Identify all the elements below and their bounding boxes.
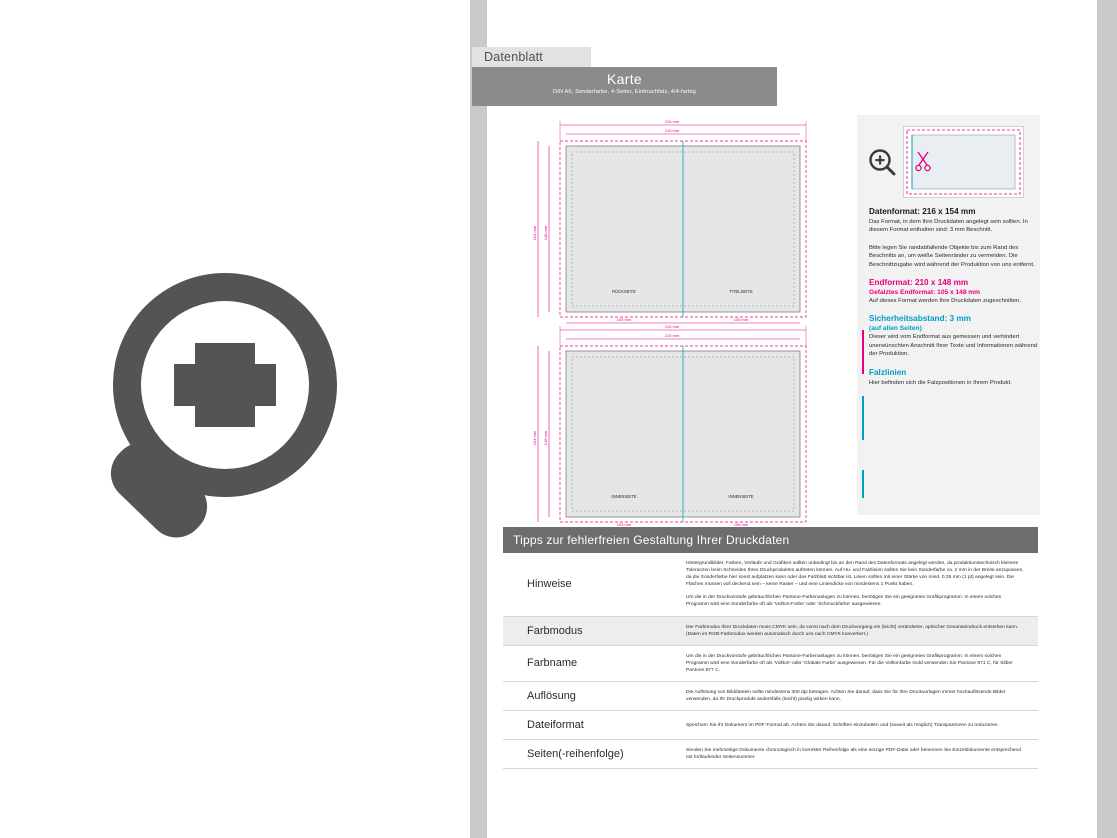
label-rueckseite: RÜCKSEITE (612, 289, 636, 294)
dim-top-inner-width: 210 mm (664, 128, 680, 133)
table-row (503, 711, 1038, 740)
tips-value-aufloesung (682, 682, 1038, 711)
dim-bottom-inner-height: 148 mm (543, 430, 548, 446)
page-title: Karte (607, 71, 642, 87)
tips-header: Tipps zur fehlerfreien Gestaltung Ihrer Druckdaten (503, 527, 1038, 553)
label-titelseite: TITELSEITE (729, 289, 753, 294)
datenformat-heading: Datenformat: 216 x 154 mm (869, 207, 976, 216)
datenformat-p1: Das Format, in dem Ihre Druckdaten angelegt sein sollten. In diesem Format enthalten sind: 3 mm Beschnitt. (869, 219, 1028, 234)
tips-dateiformat-p1: Speichern Sie Ihr Dokument im PDF-Format ab. Achten Sie darauf, Schriften einzubetten und (soweit als möglich) Transparenzen zu reduzieren. (686, 722, 999, 728)
endformat-heading: Endformat: 210 x 148 mm (869, 278, 969, 288)
dim-top-half-right: 105 mm (733, 317, 749, 322)
tips-aufloesung-p1: Die Auflösung von Bilddateien sollte mindestens 300 dpi betragen. Achten Sie darauf, dass Sie für Ihre Druckvorlagen immer hochauflösende Bilder verwenden, da Ihr Druckprodukt andernfalls (leicht) pixelig wirken kann. (686, 690, 1006, 703)
dim-top-half-left: 105 mm (616, 317, 632, 322)
tips-value-farbmodus (682, 616, 1038, 645)
dim-top-inner-height: 148 mm (543, 225, 548, 241)
tips-key-hinweise: Hinweise (503, 553, 682, 616)
dim-bottom-outer-height: 154 mm (532, 430, 537, 446)
datenformat-p2: Bitte legen Sie randabfallende Objekte bis zum Rand des Beschnitts an, um weiße Seitenränder zu vermeiden. Die Beschnittzugabe wird während der Produktion von uns entfernt. (869, 244, 1035, 268)
info-panel-text (869, 207, 1039, 396)
endformat-sub: Gefalztes Endformat: 105 x 148 mm (869, 289, 981, 297)
tips-key-seitenreihenfolge: Seiten(-reihenfolge) (503, 740, 682, 769)
accent-bar-falzlinien (862, 470, 864, 498)
dim-bottom-half-left: 105 mm (616, 522, 632, 527)
table-row (503, 553, 1038, 616)
tips-value-seitenreihenfolge (682, 740, 1038, 769)
sicherheitsabstand-p1: Dieser wird vom Endformat aus gemessen und verhindert unerwünschten Anschnitt Ihrer Texte und Informationen während der Produktion. (869, 334, 1038, 358)
tips-key-aufloesung: Auflösung (503, 682, 682, 711)
tips-key-farbmodus: Farbmodus (503, 616, 682, 645)
table-row (503, 740, 1038, 769)
tips-farbname-p1: Um die in der Druckvorstufe gebräuchlichen Pantone-Farbenanlagen zu können, benötigen Sie ein geeignetes Grafikprogramm. In einem solchen Programm wird eine Sonderfarbe oft als 'Vollton'-oder 'Globale Farbe' ausgewiesen. Für die Volltonfarbe Gold verwenden Sie Pantone 871 C, für Silber Pantone 877 C. (686, 653, 1013, 673)
dim-bottom-inner-width: 210 mm (664, 333, 680, 338)
label-innenseite-right: INNENSEITE (728, 494, 754, 499)
technical-drawing (520, 115, 840, 527)
drawing-bottom-sheet (532, 324, 806, 528)
drawing-top-sheet (532, 119, 806, 323)
dim-top-outer-height: 154 mm (532, 225, 537, 241)
accent-bar-endformat (862, 330, 864, 374)
scissors-icon (915, 150, 931, 172)
table-row (503, 682, 1038, 711)
dim-bottom-outer-width: 216 mm (664, 324, 680, 329)
endformat-p1: Auf dieses Format werden Ihre Druckdaten zugeschnitten. (869, 298, 1021, 305)
sicherheitsabstand-heading: Sicherheitsabstand: 3 mm (869, 314, 971, 324)
tips-value-dateiformat (682, 711, 1038, 740)
tips-value-hinweise (682, 553, 1038, 616)
label-innenseite-left: INNENSEITE (611, 494, 637, 499)
magnifier-plus-icon (95, 265, 365, 555)
preview-pane (0, 0, 470, 838)
tips-key-farbname: Farbname (503, 645, 682, 681)
tips-key-dateiformat: Dateiformat (503, 711, 682, 740)
accent-bar-sicherheitsabstand (862, 396, 864, 440)
tips-table (503, 553, 1038, 769)
magnifier-icon (868, 148, 896, 176)
page-subtitle: DIN A6, Sonderfarbe, 4-Seiter, Einbruchfalz, 4/4-farbig (553, 89, 696, 95)
tips-hinweise-p1: Hintergrundbilder, Farben, Verläufe und Grafiken sollten unbedingt bis an den Rand des Datenformats angelegt werden, da produktionstechnisch kleinere Toleranzen beim Schneiden Ihres Druckproduktes auftreten können. Auf Hu- und Falzlinien sollten Sie kein Sonderfarbe ca. 2 mm in der Breite anzupassen, da die Sonderfarbe hier sonst aufplatzen kann oder das Falzblatt sichtbar ist. Linien sollten mit einer Stärke von mind. 0,35 mm (1 pt) angelegt sein. Die Flächen müssen voll deckend sein – keine Raster – und eine Liniendicke von mindestens 1 Punkt haben. (686, 561, 1024, 588)
sicherheitsabstand-sub: (auf allen Seiten) (869, 325, 922, 333)
falzlinien-p1: Hier befinden sich die Falzpositionen in Ihrem Produkt. (869, 379, 1012, 386)
tips-seitenreihenfolge-p1: Senden Sie mehrseitige Dokumente chronologisch in korrekter Reihenfolge als eine einzige PDF-Datei oder benennen Sie Einzeldokumente entsprechend mit fortlaufender Seitennummer. (686, 748, 1021, 761)
document-title-bar (472, 67, 777, 106)
tab-datenblatt[interactable]: Datenblatt (472, 47, 591, 67)
table-row (503, 645, 1038, 681)
table-row (503, 616, 1038, 645)
tips-hinweise-p2: Um die in der Druckvorstufe gebräuchlichen Pantone-Farbenanlagen zu können, benötigen Sie ein geeignetes Grafikprogramm. In einem solchen Programm wird eine Sonderfarbe oft als 'Vollton-Farbe' oder 'Schmuckfarbe' ausgewiesen. (686, 595, 1002, 608)
dim-top-outer-width: 216 mm (664, 119, 680, 124)
falzlinien-heading: Falzlinien (869, 367, 907, 377)
tips-value-farbname (682, 645, 1038, 681)
dim-bottom-half-right: 105 mm (733, 522, 749, 527)
tips-farbmodus-p1: Der Farbmodus Ihrer Druckdaten muss CMYK sein, da sonst nach dem Druckvorgang ein (leicht) veränderter, optischer Gesamteindruck entstehen kann. (Daten im RGB-Farbmodus werden automatisch durch uns nach CMYK konvertiert.) (686, 624, 1019, 637)
